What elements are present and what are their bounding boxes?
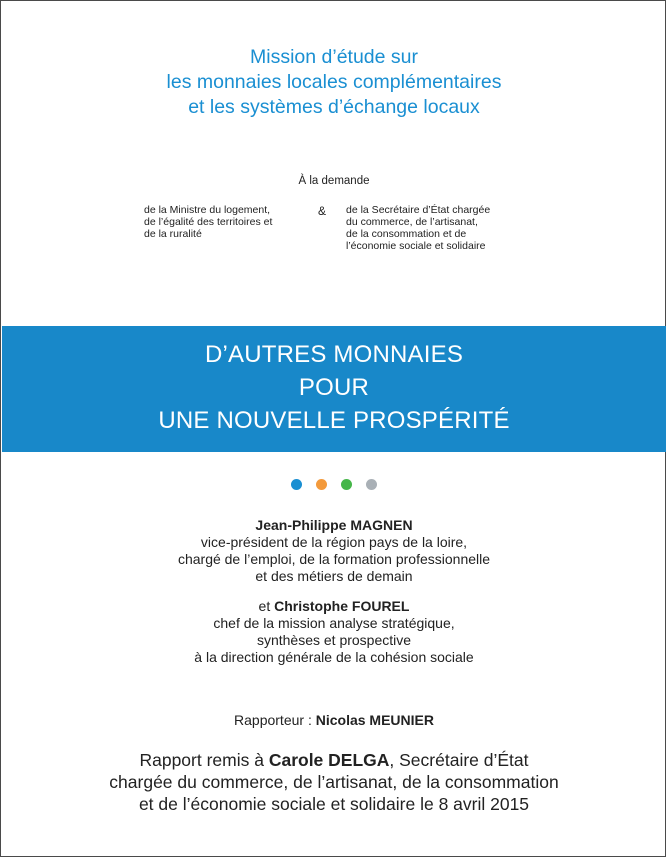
orange-dot-icon [316, 479, 327, 490]
rapporteur-line: Rapporteur : Nicolas MEUNIER [234, 712, 434, 728]
demande-right-line: l’économie sociale et solidaire [346, 240, 486, 252]
delivery-line: et de l’économie sociale et solidaire le 8 avril 2015 [138, 794, 530, 814]
demande-left-line: de la ruralité [144, 228, 202, 240]
title-band [2, 326, 666, 452]
grey-dot-icon [366, 479, 377, 490]
report-title [2, 338, 666, 437]
author-name: et Christophe FOUREL [258, 598, 410, 614]
report-title-line: D’AUTRES MONNAIES [204, 341, 464, 368]
author-role-line: vice-président de la région pays de la loire, [200, 534, 468, 550]
author-role-line: synthèses et prospective [256, 632, 412, 648]
demande-right-secretary [346, 204, 546, 252]
blue-dot-icon [291, 479, 302, 490]
demande-right-line: du commerce, de l’artisanat, [346, 216, 478, 228]
author-role-line: chef de la mission analyse stratégique, [213, 615, 455, 631]
mission-title-line: les monnaies locales complémentaires [166, 71, 502, 93]
demande-left-ministry [144, 204, 314, 240]
author-name: Jean-Philippe MAGNEN [255, 517, 413, 533]
mission-title [1, 45, 666, 120]
report-title-line: POUR [298, 374, 370, 401]
demande-left-line: de la Ministre du logement, [144, 204, 271, 216]
demande-right-line: de la Secrétaire d’État chargée [346, 204, 491, 216]
green-dot-icon [341, 479, 352, 490]
author-role-line: chargé de l’emploi, de la formation professionnelle [177, 551, 491, 567]
mission-title-line: et les systèmes d’échange locaux [188, 96, 480, 118]
report-title-line: UNE NOUVELLE PROSPÉRITÉ [158, 407, 510, 434]
author-role-line: et des métiers de demain [255, 568, 413, 584]
author-role-line: à la direction générale de la cohésion sociale [194, 649, 474, 665]
demande-right-line: de la consommation et de [346, 228, 467, 240]
delivery-line: chargée du commerce, de l’artisanat, de la consommation [109, 772, 559, 792]
mission-title-line: Mission d’étude sur [250, 46, 418, 68]
demande-left-line: de l’égalité des territoires et [144, 216, 273, 228]
delivery-line: Rapport remis à Carole DELGA, Secrétaire d’État [139, 750, 529, 770]
decorative-dots [1, 479, 666, 490]
demande-intro: À la demande [298, 175, 370, 187]
authors-block [1, 517, 666, 666]
ampersand: & [318, 204, 327, 218]
report-delivery [1, 749, 666, 815]
